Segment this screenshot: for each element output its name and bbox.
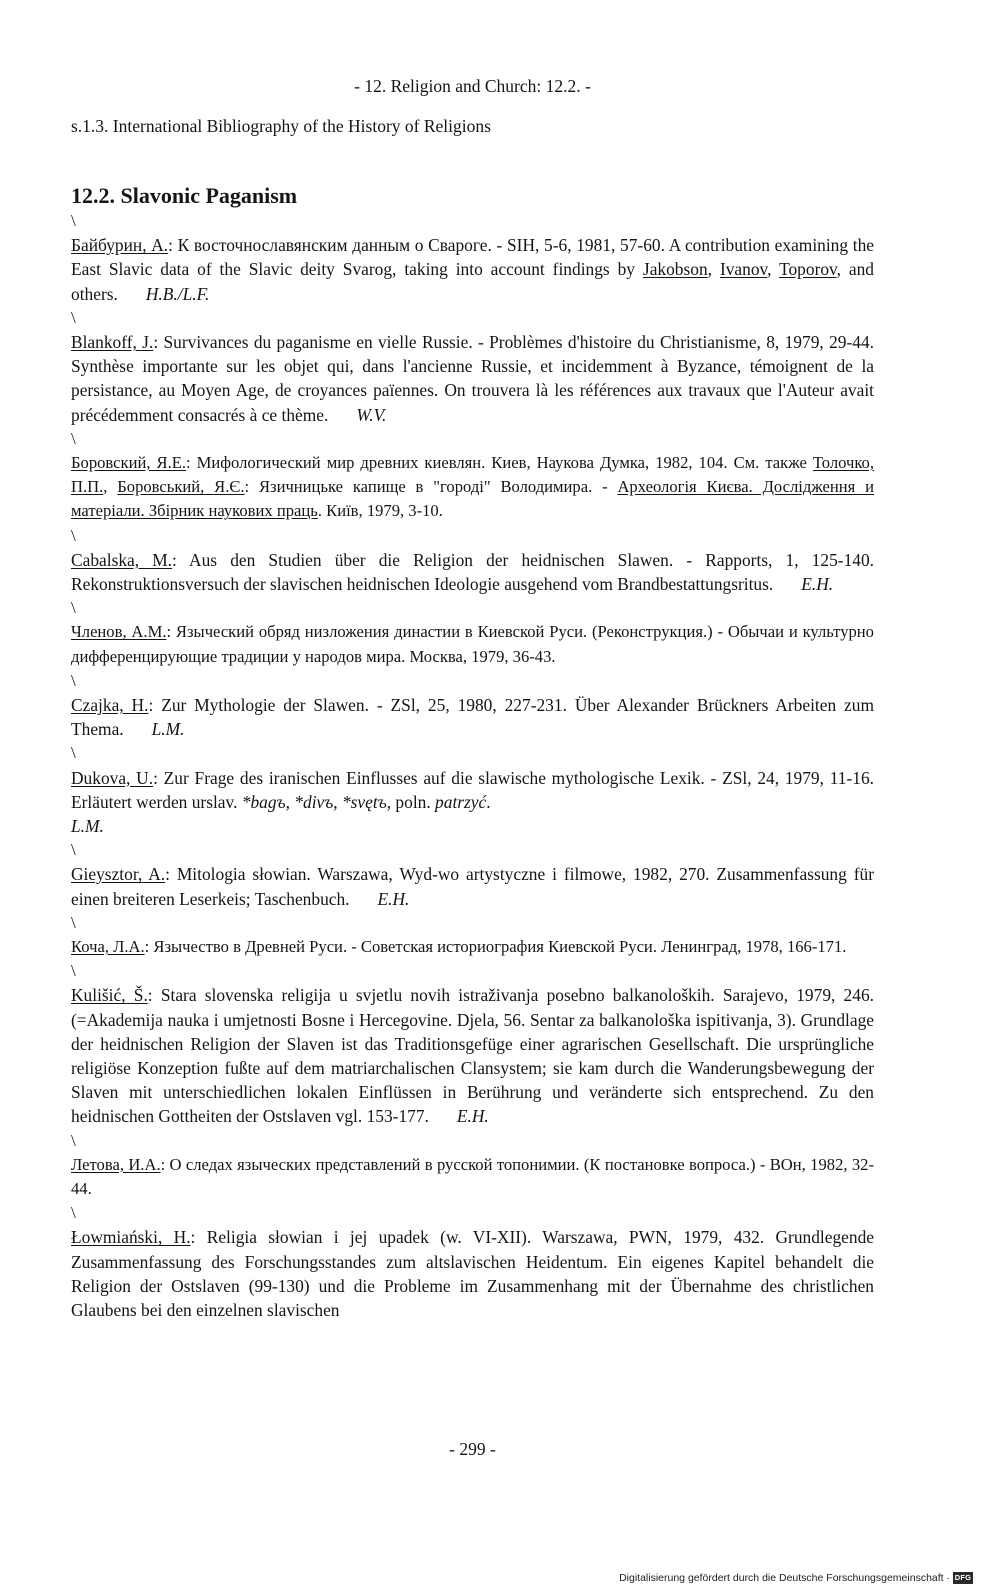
entry-separator: \	[71, 307, 76, 327]
entry-separator: \	[71, 1130, 76, 1150]
entry-text: : Mitologia słowian. Warszawa, Wyd-wo artystyczne i filmowe, 1982, 270. Zusammenfassung für einen breiteren Leserkeis; Taschenbuch.	[71, 864, 874, 909]
entry-author: Blankoff, J.	[71, 331, 154, 352]
entry-author: Летова, И.А.	[71, 1154, 161, 1174]
entry-separator: \	[71, 670, 76, 690]
entry-author: Gieysztor, A.	[71, 864, 166, 885]
bibliography-entry: Dukova, U.: Zur Frage des iranischen Einflusses auf die slawische mythologische Lexik. - ZSl, 24, 1979, 11-16. Erläutert werden urslav. *bagъ, *divъ, *svętъ, poln. patrzyć. L.M.	[71, 767, 874, 836]
entry-text: : Zur Mythologie der Slawen. - ZSl, 25, 1980, 227-231. Über Alexander Brückners Arbeiten zum Thema.	[71, 694, 874, 740]
entry-author: Байбурин, А.	[71, 235, 169, 256]
bibliography-entry	[71, 693, 874, 741]
entry-separator: \	[71, 840, 76, 860]
entry-separator: \	[71, 961, 76, 981]
entry-text: : Religia słowian i jej upadek (w. VI-XII). Warszawa, PWN, 1979, 432. Grundlegende Zusammenfassung des Forschungsstandes zum altslavischen Heidentum. Ein eigenes Kapitel behandelt die Religion der Ostslaven (99-130) und die Probleme im Zusammenhang mit der Übernahme des christlichen Glaubens bei den einzelnen slavischen	[71, 1227, 874, 1320]
dfg-logo-icon: DFG	[954, 1573, 972, 1582]
cited-name: Toporov	[779, 259, 837, 280]
entry-separator: \	[71, 1203, 76, 1223]
entry-separator: \	[71, 525, 76, 545]
reviewer-signature: H.B./L.F.	[145, 283, 210, 304]
reviewer-signature: L.M.	[71, 815, 104, 836]
etymon: *bagъ	[241, 791, 286, 812]
entry-text: : Survivances du paganisme en vielle Russie. - Problèmes d'histoire du Christianisme, 8, 1979, 29-44. Synthèse importante sur les objet qui, dans l'ancienne Russie, et incidemment à Byzance, témoignent de la persistance, au Moyen Age, de croyances païennes. On trouvera là les références aux travaux que l'Auteur avait précédemment consacrés à ce thème.	[71, 331, 874, 425]
entry-separator: \	[71, 912, 76, 932]
entry-separator: \	[71, 743, 76, 763]
etymon: *divъ	[294, 791, 334, 812]
bibliography-entry	[71, 935, 874, 959]
reviewer-signature: E.H.	[377, 888, 410, 909]
entry-text: : Zur Frage des iranischen Einflusses auf die slawische mythologische Lexik. - ZSl, 24, 1979, 11-16. Erläutert werden urslav.	[71, 767, 874, 812]
cited-name: Боровський, Я.Є.	[117, 477, 245, 497]
entry-author: Dukova, U.	[71, 767, 154, 788]
etymon: *svętъ	[341, 791, 387, 812]
entry-author: Членов, А.М.	[71, 622, 167, 642]
bibliography-entry	[71, 620, 874, 668]
entry-text: . Київ, 1979, 3-10.	[317, 501, 443, 521]
bibliography-entries	[71, 209, 874, 1322]
entry-text: : Язичницьке капище в "городі" Володимира. -	[244, 477, 618, 497]
cited-name: Ivanov	[719, 259, 768, 280]
previous-section-item: s.1.3. International Bibliography of the History of Religions	[71, 116, 491, 136]
entry-separator: \	[71, 428, 76, 448]
entry-author: Kulišić, Š.	[71, 985, 148, 1006]
entry-text: : Язычество в Древней Руси. - Советская историография Киевской Руси. Ленинград, 1978, 166-171.	[144, 936, 847, 956]
bibliography-entry: Байбурин, А.: К восточнославянским данным о Свароге. - SIH, 5-6, 1981, 57-60. A contribution examining the East Slavic data of the Slavic deity Svarog, taking into account findings by Jakobson, Ivanov, Toporov, and others. H.B./L.F.	[71, 235, 875, 304]
bibliography-entry	[71, 1225, 874, 1322]
cited-title: Археологія Києва. Дослідження и матеріали. Збірник наукових праць	[71, 477, 875, 521]
bibliography-entry	[71, 1153, 874, 1201]
reviewer-signature: E.H.	[456, 1106, 489, 1127]
entry-separator: \	[71, 598, 76, 618]
entry-text: : К восточнославянским данным о Свароге. - SIH, 5-6, 1981, 57-60. A contribution examining the East Slavic data of the Slavic deity Svarog, taking into account findings by	[71, 235, 874, 280]
entry-author: Czajka, H.	[71, 694, 149, 715]
entry-author: Боровский, Я.Е.	[71, 452, 187, 472]
bibliography-entry	[71, 983, 874, 1128]
entry-author: Cabalska, M.	[71, 549, 173, 570]
entry-text: : Языческий обряд низложения династии в Киевской Руси. (Реконструкция.) - Обычаи и культурно дифференцирующие традиции у народов мира. Москва, 1979, 36-43.	[71, 622, 874, 666]
reviewer-signature: L.M.	[151, 719, 185, 740]
bibliography-page	[71, 0, 874, 1596]
entry-separator: \	[71, 211, 76, 230]
digitization-credit: Digitalisierung gefördert durch die Deutsche Forschungsgemeinschaft ·	[619, 1572, 950, 1584]
entry-text: , and others.	[71, 259, 875, 304]
etymon: patrzyć	[435, 791, 487, 812]
bibliography-entry	[71, 548, 874, 596]
entry-text: : О следах языческих представлений в русской топонимии. (К постановке вопроса.) - ВОн, 1982, 32-44.	[71, 1154, 874, 1198]
bibliography-entry	[71, 330, 874, 427]
running-head: - 12. Religion and Church: 12.2. -	[354, 76, 591, 96]
reviewer-signature: E.H.	[801, 573, 834, 594]
entry-text: , poln.	[386, 791, 436, 812]
bibliography-entry	[71, 862, 874, 910]
section-title: 12.2. Slavonic Paganism	[71, 183, 298, 208]
reviewer-signature: W.V.	[356, 404, 387, 425]
entry-text: : Stara slovenska religija u svjetlu novih istraživanja posebno balkanoloških. Sarajevo, 1979, 246. (=Akademija nauka i umjetnosti Bosne i Hercegovine. Djela, 56. Sentar za balkanološka ispitivanja, 3). Grundlage der heidnischen Religion der Slaven ist das Traditionsgefüge einer agrarischen Gesellschaft. Die ursprüngliche religiöse Konzeption fußte auf dem matriarchalischen Clansystem; sie kam durch die Wanderungsbewegung der Slaven mit unterschiedlichen lokalen Einflüssen in Berührung und veränderte sich entsprechend. Zu den heidnischen Gottheiten der Ostslaven vgl. 153-177.	[71, 985, 874, 1127]
entry-text: : Мифологический мир древних киевлян. Киев, Наукова Думка, 1982, 104. См. также	[186, 452, 813, 472]
cited-name: Толочко, П.П.	[71, 452, 874, 497]
bibliography-entry: Боровский, Я.Е.: Мифологический мир древних киевлян. Киев, Наукова Думка, 1982, 104. См. также Толочко, П.П., Боровський, Я.Є.: Язичницьке капище в "городі" Володимира. - Археологія Києва. Дослідження и матеріали. Збірник наукових праць. Київ, 1979, 3-10.	[71, 452, 875, 521]
entry-author: Łowmiański, H.	[71, 1227, 191, 1248]
cited-name: Jakobson	[642, 259, 708, 280]
entry-text: : Aus den Studien über die Religion der heidnischen Slawen. - Rapports, 1, 125-140. Rekonstruktionsversuch der slavischen heidnischen Ideologie ausgehend vom Brandbestattungsritus.	[71, 549, 874, 594]
entry-author: Коча, Л.А.	[71, 936, 145, 956]
page-number: - 299 -	[449, 1439, 496, 1459]
